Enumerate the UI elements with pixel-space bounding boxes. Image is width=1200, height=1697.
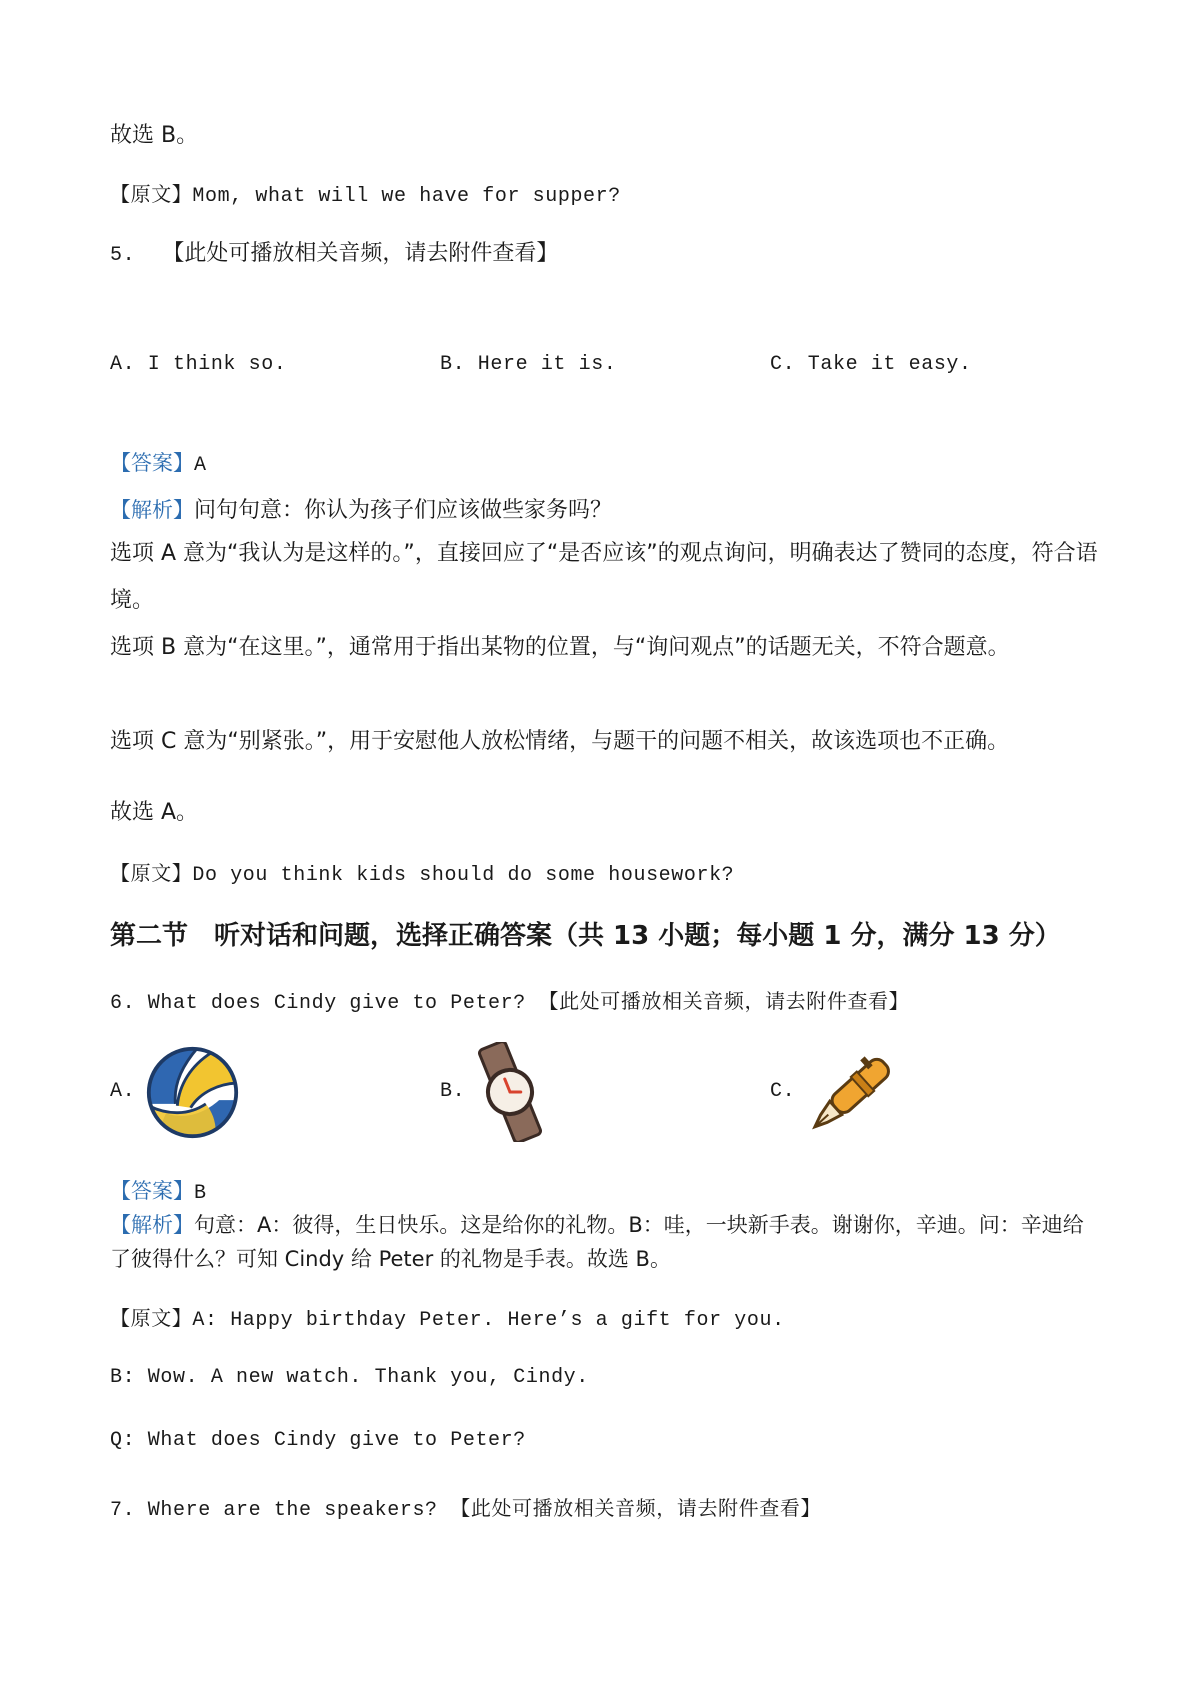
section-title: 第二节 听对话和问题，选择正确答案（共 13 小题；每小题 1 分，满分 13 分）	[110, 921, 1061, 951]
previous-conclusion: 故选 B。	[110, 123, 199, 148]
q5-option-c: C. Take it easy.	[770, 353, 972, 376]
q6-option-a-label: A.	[110, 1080, 136, 1103]
q7-question: 7. Where are the speakers? 【此处可播放相关音频，请去附件查看】	[110, 1499, 822, 1522]
analysis-text: 句意：A：彼得，生日快乐。这是给你的礼物。B：哇，一块新手表。谢谢你，辛迪。问：辛迪给了彼得什么？可知 Cindy 给 Peter 的礼物是手表。故选 B。	[110, 1213, 1084, 1271]
q5-number: 5.	[110, 244, 136, 267]
q6-option-b-label: B.	[440, 1080, 466, 1103]
q5-header	[110, 236, 558, 267]
q5-audio-note: 【此处可播放相关音频，请去附件查看】	[162, 241, 559, 266]
wristwatch-icon	[470, 1042, 550, 1146]
answer-tag: 【答案】	[110, 451, 194, 475]
fountain-pen-icon	[800, 1042, 910, 1146]
analysis-tag: 【解析】	[110, 498, 194, 522]
q6-transcript-line-1: 【原文】A: Happy birthday Peter. Here’s a gift for you.	[110, 1309, 785, 1332]
q5-analysis-b: 选项 B 意为“在这里。”，通常用于指出某物的位置，与“询问观点”的话题无关，不符合题意。	[110, 635, 1010, 660]
q5-option-b: B. Here it is.	[440, 353, 617, 376]
analysis-lead-text: 问句句意：你认为孩子们应该做些家务吗？	[194, 498, 613, 523]
q5-analysis-lead	[110, 493, 612, 524]
q5-answer	[110, 447, 207, 477]
analysis-tag: 【解析】	[110, 1213, 194, 1237]
q5-analysis-a: 选项 A 意为“我认为是这样的。”，直接回应了“是否应该”的观点询问，明确表达了赞同的态度，符合语境。	[110, 541, 1098, 613]
answer-value: B	[194, 1182, 207, 1205]
answer-value: A	[194, 454, 207, 477]
q4-transcript: 【原文】Mom, what will we have for supper?	[110, 185, 621, 208]
q6-question: 6. What does Cindy give to Peter? 【此处可播放相关音频，请去附件查看】	[110, 992, 910, 1015]
q5-transcript: 【原文】Do you think kids should do some housework?	[110, 864, 735, 887]
q5-option-a: A. I think so.	[110, 353, 287, 376]
q6-transcript-line-2: B: Wow. A new watch. Thank you, Cindy.	[110, 1366, 589, 1389]
volleyball-icon	[145, 1045, 240, 1144]
q6-transcript-line-3: Q: What does Cindy give to Peter?	[110, 1429, 526, 1452]
q5-analysis-c: 选项 C 意为“别紧张。”，用于安慰他人放松情绪，与题干的问题不相关，故该选项也不正确。	[110, 729, 1010, 754]
q6-answer	[110, 1175, 207, 1205]
q6-analysis	[110, 1208, 1100, 1276]
q5-conclusion: 故选 A。	[110, 800, 199, 825]
answer-tag: 【答案】	[110, 1179, 194, 1203]
q6-option-c-label: C.	[770, 1080, 796, 1103]
